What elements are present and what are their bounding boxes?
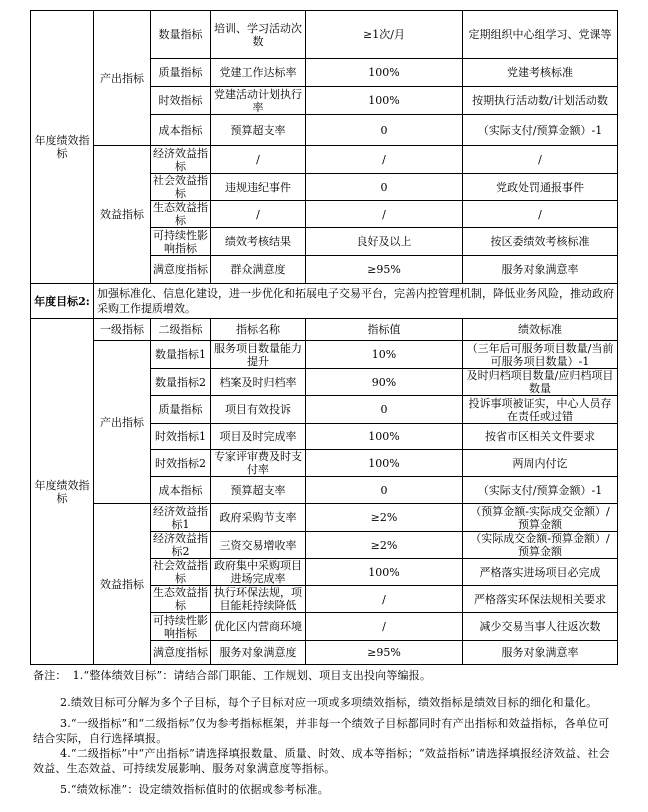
notes: [33, 668, 611, 797]
standard-cell: 按期执行活动数/计划活动数: [463, 87, 618, 115]
level2-cell: 时效指标2: [151, 450, 211, 477]
note-item: 5.“绩效标准”：设定绩效指标值时的依据或参考标准。: [60, 783, 329, 796]
standard-cell: （实际支付/预算金额）-1: [463, 477, 618, 504]
header-name: 指标名称: [211, 319, 306, 341]
indicator-value-cell: ≥95%: [306, 641, 463, 665]
indicator-value-cell: ≥2%: [306, 532, 463, 559]
indicator-name-cell: 服务项目数量能力提升: [211, 341, 306, 369]
indicator-name-cell: 党建工作达标率: [211, 59, 306, 87]
level1-cell: 产出指标: [94, 11, 151, 146]
standard-cell: 服务对象满意率: [463, 641, 618, 665]
level2-cell: 可持续性影响指标: [151, 228, 211, 256]
indicator-name-cell: 优化区内营商环境: [211, 613, 306, 641]
indicator-name-cell: 政府采购节支率: [211, 504, 306, 532]
goal-text: 加强标准化、信息化建设，进一步优化和拓展电子交易平台，完善内控管理机制，降低业务风险，推动政府采购工作提质增效。: [94, 284, 618, 319]
header-level2: 二级指标: [151, 319, 211, 341]
indicator-value-cell: 100%: [306, 559, 463, 586]
indicator-name-cell: 三资交易增收率: [211, 532, 306, 559]
goal-label: 年度目标2:: [31, 284, 94, 319]
indicator-value-cell: 100%: [306, 59, 463, 87]
standard-cell: 定期组织中心组学习、党课等: [463, 11, 618, 59]
goal-row: [31, 284, 618, 319]
indicator-name-cell: /: [211, 201, 306, 228]
indicator-name-cell: /: [211, 146, 306, 174]
indicator-value-cell: 0: [306, 477, 463, 504]
standard-cell: /: [463, 201, 618, 228]
indicator-name-cell: 项目有效投诉: [211, 396, 306, 424]
indicator-value-cell: 10%: [306, 341, 463, 369]
standard-cell: 严格落实进场项目必完成: [463, 559, 618, 586]
indicator-name-cell: 预算超支率: [211, 477, 306, 504]
indicator-value-cell: /: [306, 586, 463, 613]
note-item: [33, 668, 611, 683]
level2-cell: 生态效益指标: [151, 201, 211, 228]
standard-cell: 两周内付讫: [463, 450, 618, 477]
header-value: 指标值: [306, 319, 463, 341]
indicator-value-cell: ≥1次/月: [306, 11, 463, 59]
indicator-name-cell: 预算超支率: [211, 115, 306, 146]
level2-cell: 社会效益指标: [151, 174, 211, 201]
indicator-name-cell: 培训、学习活动次数: [211, 11, 306, 59]
section-label: 年度绩效指标: [31, 11, 94, 284]
level2-cell: 数量指标2: [151, 369, 211, 396]
indicator-name-cell: 项目及时完成率: [211, 424, 306, 450]
standard-cell: 严格落实环保法规相关要求: [463, 586, 618, 613]
indicator-name-cell: 绩效考核结果: [211, 228, 306, 256]
indicator-name-cell: 执行环保法规，项目能耗持续降低: [211, 586, 306, 613]
level2-cell: 经济效益指标2: [151, 532, 211, 559]
level2-cell: 成本指标: [151, 477, 211, 504]
table-row: [31, 504, 618, 532]
note-item: 2.绩效目标可分解为多个子目标，每个子目标对应一项或多项绩效指标，绩效指标是绩效目标的细化和量化。: [60, 696, 598, 709]
indicator-value-cell: ≥95%: [306, 256, 463, 284]
level2-cell: 满意度指标: [151, 641, 211, 665]
indicator-value-cell: 0: [306, 174, 463, 201]
standard-cell: 党建考核标准: [463, 59, 618, 87]
indicator-name-cell: 政府集中采购项目进场完成率: [211, 559, 306, 586]
indicator-value-cell: 0: [306, 115, 463, 146]
level2-cell: 时效指标1: [151, 424, 211, 450]
standard-cell: （预算金额-实际成交金额）/预算金额: [463, 504, 618, 532]
level2-cell: 经济效益指标1: [151, 504, 211, 532]
level2-cell: 生态效益指标: [151, 586, 211, 613]
level2-cell: 成本指标: [151, 115, 211, 146]
standard-cell: 服务对象满意率: [463, 256, 618, 284]
indicator-value-cell: 良好及以上: [306, 228, 463, 256]
indicator-name-cell: 群众满意度: [211, 256, 306, 284]
indicator-value-cell: /: [306, 201, 463, 228]
standard-cell: （三年后可服务项目数量/当前可服务项目数量）-1: [463, 341, 618, 369]
standard-cell: 党政处罚通报事件: [463, 174, 618, 201]
indicator-value-cell: /: [306, 613, 463, 641]
header-level1: 一级指标: [94, 319, 151, 341]
indicator-name-cell: 服务对象满意度: [211, 641, 306, 665]
level2-cell: 质量指标: [151, 59, 211, 87]
level2-cell: 时效指标: [151, 87, 211, 115]
level1-cell: 效益指标: [94, 504, 151, 665]
level2-cell: 数量指标: [151, 11, 211, 59]
standard-cell: 按省市区相关文件要求: [463, 424, 618, 450]
standard-cell: 减少交易当事人往返次数: [463, 613, 618, 641]
indicator-value-cell: ≥2%: [306, 504, 463, 532]
notes-prefix: 备注：: [33, 669, 67, 682]
standard-cell: 投诉事项被证实，中心人员存在责任或过错: [463, 396, 618, 424]
indicator-name-cell: 档案及时归档率: [211, 369, 306, 396]
standard-cell: 及时归档项目数量/应归档项目数量: [463, 369, 618, 396]
level1-cell: 效益指标: [94, 146, 151, 284]
indicator-value-cell: 100%: [306, 424, 463, 450]
note-text: 1.“整体绩效目标”：请结合部门职能、工作规划、项目支出投向等编报。: [72, 669, 432, 682]
section-label: 年度绩效指标: [31, 319, 94, 665]
standard-cell: 按区委绩效考核标准: [463, 228, 618, 256]
level2-cell: 满意度指标: [151, 256, 211, 284]
header-row: [31, 319, 618, 341]
table-row: [31, 146, 618, 174]
table-row: [31, 11, 618, 59]
level2-cell: 数量指标1: [151, 341, 211, 369]
indicator-name-cell: 党建活动计划执行率: [211, 87, 306, 115]
level1-cell: 产出指标: [94, 341, 151, 504]
standard-cell: （实际支付/预算金额）-1: [463, 115, 618, 146]
note-item: 4.“二级指标”中“产出指标”请选择填报数量、质量、时效、成本等指标；“效益指标”请选择填报经济效益、社会效益、生态效益、可持续发展影响、服务对象满意度等指标。: [33, 747, 610, 775]
indicator-name-cell: 违规违纪事件: [211, 174, 306, 201]
standard-cell: /: [463, 146, 618, 174]
indicator-name-cell: 专家评审费及时支付率: [211, 450, 306, 477]
indicator-value-cell: 0: [306, 396, 463, 424]
indicator-value-cell: 100%: [306, 87, 463, 115]
indicator-value-cell: /: [306, 146, 463, 174]
level2-cell: 质量指标: [151, 396, 211, 424]
indicator-value-cell: 90%: [306, 369, 463, 396]
table-row: [31, 341, 618, 369]
header-standard: 绩效标准: [463, 319, 618, 341]
standard-cell: （实际成交金额-预算金额）/预算金额: [463, 532, 618, 559]
indicator-value-cell: 100%: [306, 450, 463, 477]
level2-cell: 经济效益指标: [151, 146, 211, 174]
level2-cell: 社会效益指标: [151, 559, 211, 586]
note-item: 3.“一级指标”和“二级指标”仅为参考指标框架，并非每一个绩效子目标都同时有产出指标和效益指标，各单位可结合实际，自行选择填报。: [33, 717, 610, 745]
level2-cell: 可持续性影响指标: [151, 613, 211, 641]
performance-indicator-table: [30, 10, 618, 665]
